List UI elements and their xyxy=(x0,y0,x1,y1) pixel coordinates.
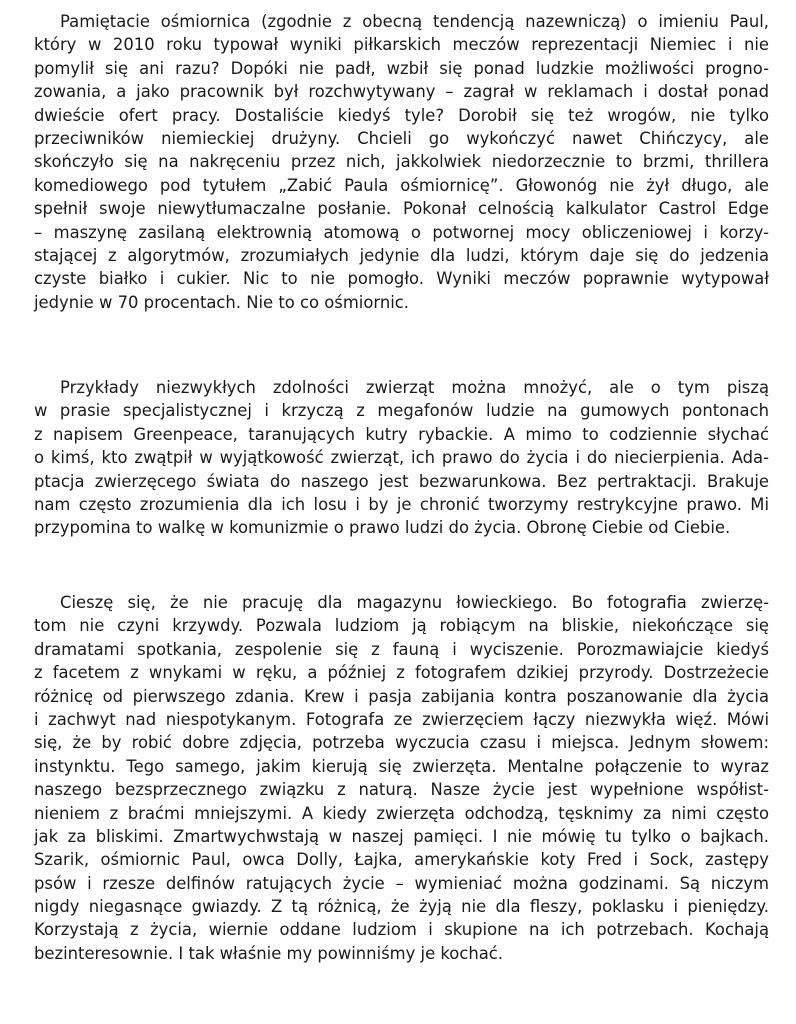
text-line: Szarik, ośmiornic Paul, owca Dolly, Łajka, amerykańskie koty Fred i Sock, zastępy xyxy=(34,850,769,870)
text-line: o kimś, kto zwątpił w wyjątkowość zwierząt, ich prawo do życia i do niecierpienia. Ada- xyxy=(34,448,769,468)
paragraph-3 xyxy=(34,591,769,965)
text-line: Pamiętacie ośmiornica (zgodnie z obecną tendencją nazewniczą) o imieniu Paul, xyxy=(60,12,769,31)
text-line: Cieszę się, że nie pracuję dla magazynu łowieckiego. Bo fotografia zwierzę- xyxy=(60,593,769,612)
text-line: Przykłady niezwykłych zdolności zwierząt można mnożyć, ale o tym piszą xyxy=(60,378,769,397)
text-line: różnicę od pierwszego zdania. Krew i pasja zabijania kontra poszanowanie dla życia xyxy=(34,686,769,706)
text-line: stającej z algorytmów, zrozumiałych jedynie dla ludzi, którym daje się do jedzenia xyxy=(34,245,769,265)
text-line: przeciwników niemieckiej drużyny. Chcieli go wykończyć nawet Chińczycy, ale xyxy=(34,128,769,148)
text-line: nam często zrozumienia dla ich losu i by je chronić tworzymy restrykcyjne prawo. Mi xyxy=(34,494,769,514)
document-page xyxy=(34,10,769,1018)
text-line: dramatami spotkania, zespolenie się z fauną i wyciszenie. Porozmawiajcie kiedyś xyxy=(34,639,769,659)
text-line: jak za bliskimi. Zmartwychwstają w naszej pamięci. I nie mówię tu tylko o bajkach. xyxy=(34,826,769,846)
text-line: nieniem z braćmi mniejszymi. A kiedy zwierzęta odchodzą, tęsknimy za nimi często xyxy=(34,803,769,823)
text-line: komediowego pod tytułem „Zabić Paula ośmiornicę”. Głowonóg nie żył długo, ale xyxy=(34,175,769,195)
text-line: bezinteresownie. I tak właśnie my powinniśmy je kochać. xyxy=(34,943,503,963)
paragraph-2 xyxy=(34,376,769,540)
text-line: się, że by robić dobre zdjęcia, potrzeba wyczucia czasu i miejsca. Jednym słowem: xyxy=(34,733,769,753)
paragraph-1 xyxy=(34,10,769,314)
text-line: przypomina to walkę w komunizmie o prawo ludzi do życia. Obronę Ciebie od Ciebie. xyxy=(34,518,731,538)
text-line: Korzystają z życia, wiernie oddane ludziom i skupione na ich potrzebach. Kochają xyxy=(34,920,769,940)
text-line: tom nie czyni krzywdy. Pozwala ludziom ją robiącym na bliskie, niekończące się xyxy=(34,616,769,636)
text-line: ptacja zwierzęcego świata do naszego jest bezwarunkowa. Bez pertraktacji. Brakuje xyxy=(34,471,769,491)
text-line: z facetem z wnykami w ręku, a później z fotografem dzikiej przyrody. Dostrzeżecie xyxy=(34,663,769,683)
text-line: który w 2010 roku typował wyniki piłkarskich meczów reprezentacji Niemiec i nie xyxy=(34,35,769,55)
text-line: dwieście ofert pracy. Dostaliście kiedyś tyle? Dorobił się też wrogów, nie tylko xyxy=(34,105,769,125)
text-line: czyste białko i cukier. Nic to nie pomogło. Wyniki meczów poprawnie wytypował xyxy=(34,269,769,289)
text-line: – maszynę zasilaną elektrownią atomową o potwornej mocy obliczeniowej i korzy- xyxy=(34,222,769,242)
text-line: jedynie w 70 procentach. Nie to co ośmiornic. xyxy=(34,292,409,312)
text-line: psów i rzesze delfinów ratujących życie – wymieniać można godzinami. Są niczym xyxy=(34,873,769,893)
text-line: i zachwyt nad niespotykanym. Fotografa ze zwierzęciem łączy niezwykła więź. Mówi xyxy=(34,709,769,729)
text-line: instynktu. Tego samego, jakim kierują się zwierzęta. Mentalne połączenie to wyraz xyxy=(34,756,769,776)
text-line: pomylił się ani razu? Dopóki nie padł, wzbił się ponad ludzkie możliwości progno- xyxy=(34,58,769,78)
text-line: naszego bezsprzecznego związku z naturą. Nasze życie jest wypełnione współist- xyxy=(34,780,769,800)
text-line: nigdy niegasnące gwiazdy. Z tą różnicą, że żyją nie dla fleszy, poklasku i pieniędzy. xyxy=(34,897,769,917)
text-line: w prasie specjalistycznej i krzyczą z megafonów ludzie na gumowych pontonach xyxy=(34,401,769,421)
text-line: z napisem Greenpeace, taranujących kutry rybackie. A mimo to codziennie słychać xyxy=(34,424,769,444)
text-line: zowania, a jako pracownik był rozchwytywany – zagrał w reklamach i dostał ponad xyxy=(34,82,769,102)
text-line: skończyło się na nakręceniu przez nich, jakkolwiek niedorzecznie to brzmi, thrillera xyxy=(34,152,769,172)
text-line: spełnił swoje niewytłumaczalne posłanie. Pokonał celnością kalkulator Castrol Edge xyxy=(34,199,769,219)
